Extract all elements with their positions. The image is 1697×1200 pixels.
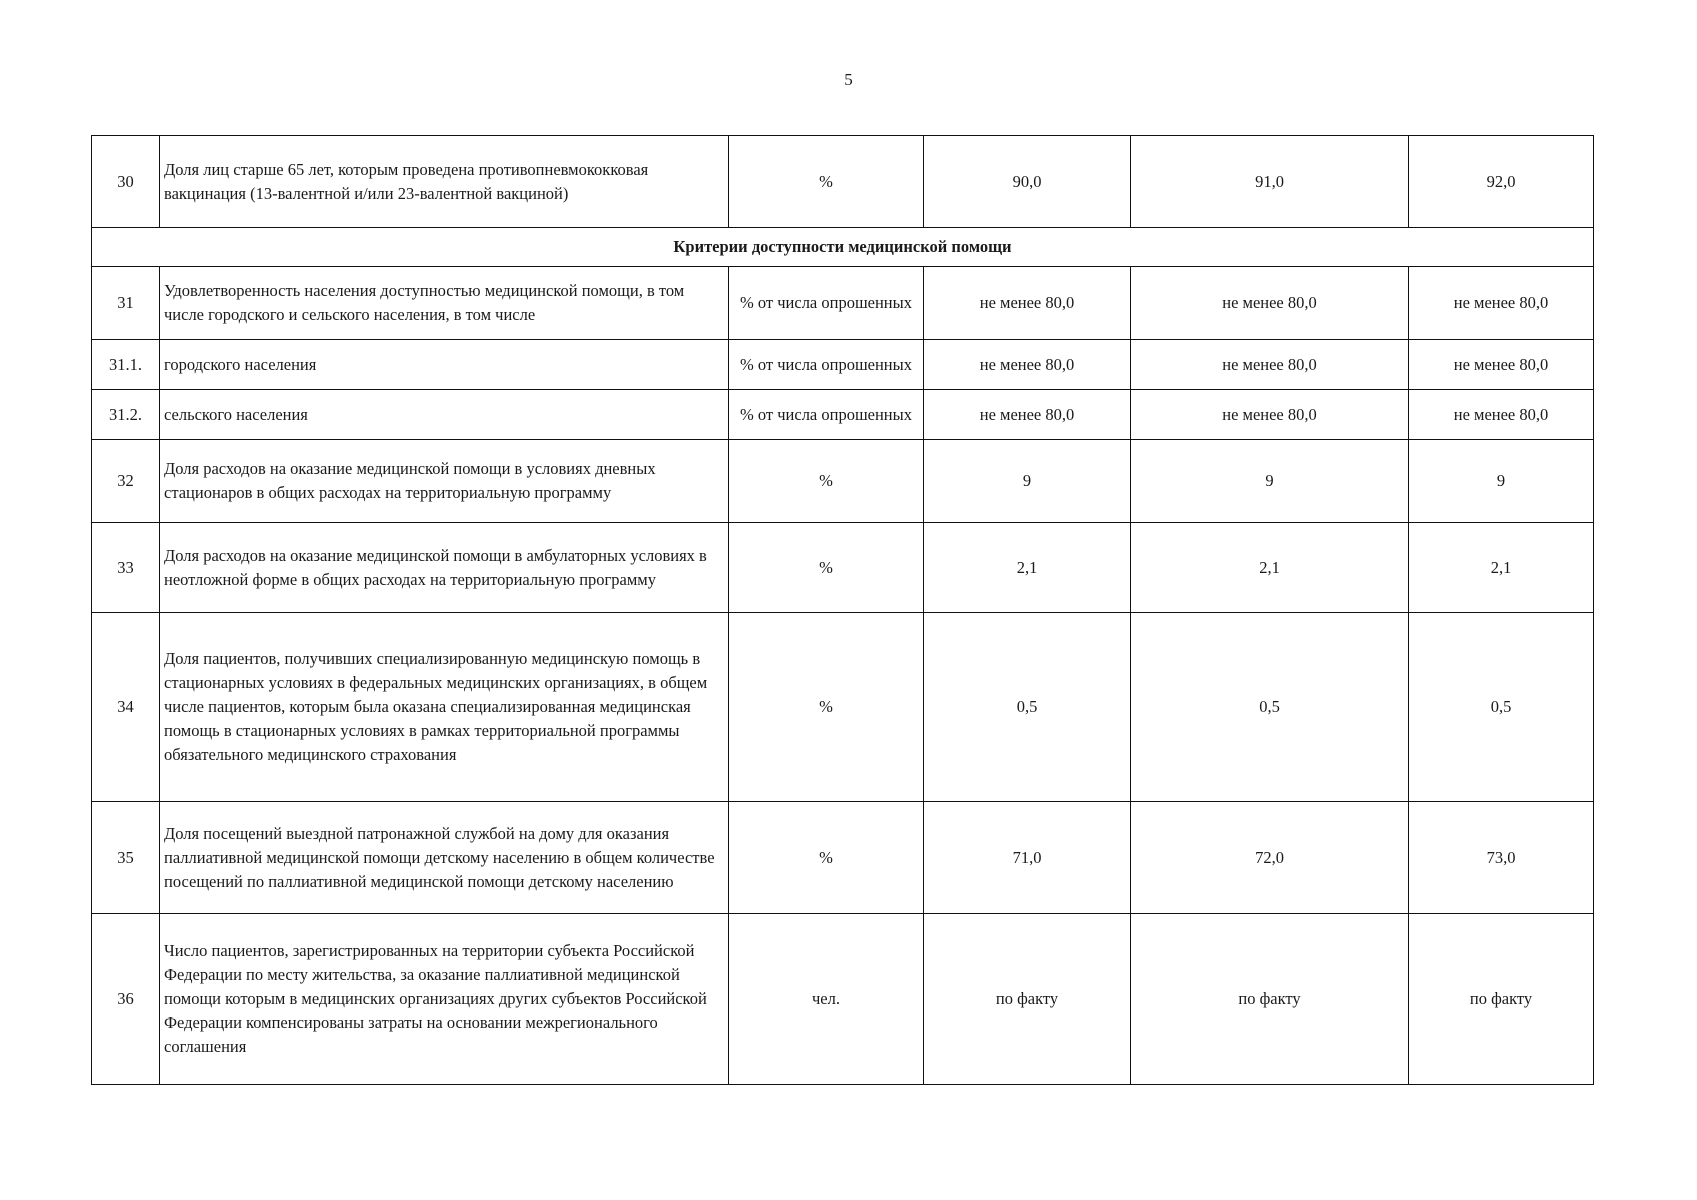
row-number: 33	[92, 523, 160, 613]
target-value-2: 72,0	[1131, 802, 1409, 914]
target-value-1: 2,1	[924, 523, 1131, 613]
target-value-3: не менее 80,0	[1409, 390, 1594, 440]
target-value-3: не менее 80,0	[1409, 340, 1594, 390]
target-value-3: 0,5	[1409, 613, 1594, 802]
target-value-3: 92,0	[1409, 136, 1594, 228]
table-row	[92, 914, 1594, 1085]
target-value-1: по факту	[924, 914, 1131, 1085]
target-value-1: 71,0	[924, 802, 1131, 914]
row-number: 36	[92, 914, 160, 1085]
row-number: 34	[92, 613, 160, 802]
target-value-3: 73,0	[1409, 802, 1594, 914]
indicator-description: Доля пациентов, получивших специализированную медицинскую помощь в стационарных условиях в федеральных медицинских организациях, в общем числе пациентов, которым была оказана специализированная медицинская помощь в стационарных условиях в рамках территориальной программы обязательного медицинского страхования	[160, 613, 729, 802]
target-value-3: не менее 80,0	[1409, 267, 1594, 340]
target-value-2: 2,1	[1131, 523, 1409, 613]
target-value-3: 9	[1409, 440, 1594, 523]
indicator-description: Число пациентов, зарегистрированных на территории субъекта Российской Федерации по месту жительства, за оказание паллиативной медицинской помощи которым в медицинских организациях других субъектов Российской Федерации компенсированы затраты на основании межрегионального соглашения	[160, 914, 729, 1085]
unit-of-measure: % от числа опрошенных	[729, 267, 924, 340]
unit-of-measure: чел.	[729, 914, 924, 1085]
unit-of-measure: %	[729, 802, 924, 914]
row-number: 31	[92, 267, 160, 340]
row-number: 31.2.	[92, 390, 160, 440]
section-header-row	[92, 228, 1594, 267]
table-row	[92, 390, 1594, 440]
target-value-2: по факту	[1131, 914, 1409, 1085]
section-title: Критерии доступности медицинской помощи	[92, 228, 1594, 267]
unit-of-measure: % от числа опрошенных	[729, 340, 924, 390]
indicator-description: сельского населения	[160, 390, 729, 440]
table-row	[92, 340, 1594, 390]
indicator-description: Удовлетворенность населения доступностью медицинской помощи, в том числе городского и сельского населения, в том числе	[160, 267, 729, 340]
indicator-description: Доля расходов на оказание медицинской помощи в условиях дневных стационаров в общих расходах на территориальную программу	[160, 440, 729, 523]
target-value-1: 0,5	[924, 613, 1131, 802]
target-value-3: 2,1	[1409, 523, 1594, 613]
table-row	[92, 613, 1594, 802]
unit-of-measure: %	[729, 613, 924, 802]
row-number: 31.1.	[92, 340, 160, 390]
row-number: 35	[92, 802, 160, 914]
criteria-table	[91, 135, 1594, 1085]
target-value-2: 91,0	[1131, 136, 1409, 228]
target-value-1: 9	[924, 440, 1131, 523]
indicator-description: городского населения	[160, 340, 729, 390]
unit-of-measure: %	[729, 440, 924, 523]
row-number: 32	[92, 440, 160, 523]
table-row	[92, 523, 1594, 613]
indicator-description: Доля лиц старше 65 лет, которым проведена противопневмококковая вакцинация (13-валентной и/или 23-валентной вакциной)	[160, 136, 729, 228]
target-value-2: не менее 80,0	[1131, 340, 1409, 390]
target-value-1: не менее 80,0	[924, 340, 1131, 390]
table-body	[92, 136, 1594, 1085]
target-value-3: по факту	[1409, 914, 1594, 1085]
unit-of-measure: %	[729, 523, 924, 613]
indicator-description: Доля посещений выездной патронажной службой на дому для оказания паллиативной медицинской помощи детскому населению в общем количестве посещений по паллиативной медицинской помощи детскому населению	[160, 802, 729, 914]
page-number: 5	[844, 70, 853, 89]
target-value-1: 90,0	[924, 136, 1131, 228]
target-value-2: 0,5	[1131, 613, 1409, 802]
table-row	[92, 267, 1594, 340]
table-row	[92, 440, 1594, 523]
target-value-1: не менее 80,0	[924, 267, 1131, 340]
unit-of-measure: %	[729, 136, 924, 228]
table-row	[92, 802, 1594, 914]
table-row	[92, 136, 1594, 228]
target-value-1: не менее 80,0	[924, 390, 1131, 440]
unit-of-measure: % от числа опрошенных	[729, 390, 924, 440]
target-value-2: не менее 80,0	[1131, 390, 1409, 440]
target-value-2: 9	[1131, 440, 1409, 523]
target-value-2: не менее 80,0	[1131, 267, 1409, 340]
indicator-description: Доля расходов на оказание медицинской помощи в амбулаторных условиях в неотложной форме в общих расходах на территориальную программу	[160, 523, 729, 613]
row-number: 30	[92, 136, 160, 228]
